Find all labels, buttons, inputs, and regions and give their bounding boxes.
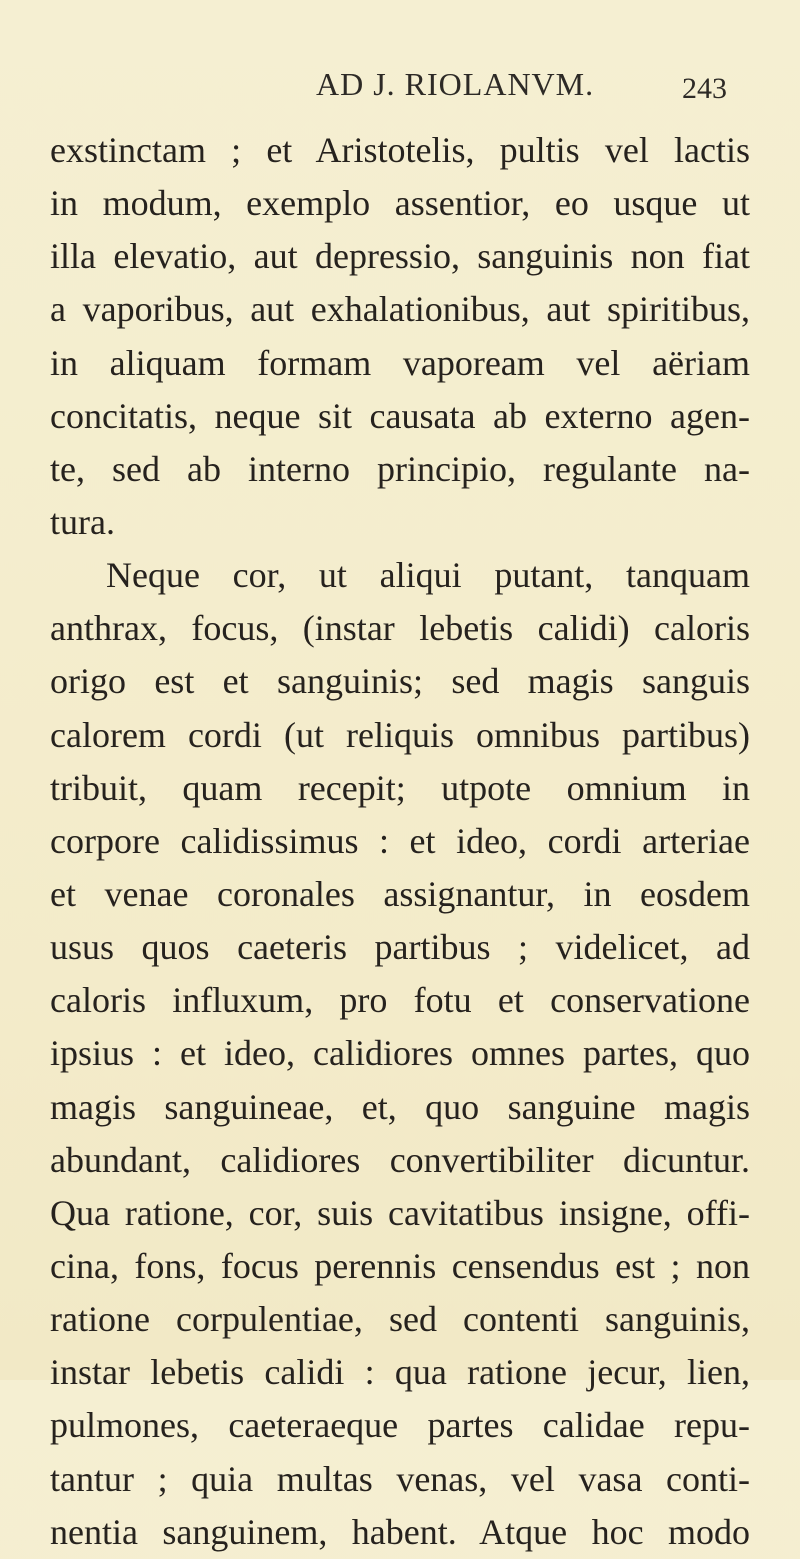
text-line: tribuit, quam recepit; utpote omnium in [50,767,750,808]
text-line: in aliquam formam vapoream vel aëriam [50,342,750,383]
page-number: 243 [682,72,727,105]
text-line: instar lebetis calidi : qua ratione jecur, lien, [50,1352,750,1393]
text-line: calorem cordi (ut reliquis omnibus partibus) [50,714,750,755]
text-line: concitatis, neque sit causata ab externo agen- [50,395,750,436]
running-head: AD J. RIOLANVM. [316,66,595,102]
text-line: ipsius : et ideo, calidiores omnes partes, quo [50,1033,750,1074]
text-line: a vaporibus, aut exhalationibus, aut spiritibus, [50,289,750,330]
text-line: origo est et sanguinis; sed magis sanguis [50,661,750,702]
text-line: et venae coronales assignantur, in eosdem [50,873,750,914]
paragraph-start-line: Neque cor, ut aliqui putant, tanquam [106,555,750,596]
text-line: exstinctam ; et Aristotelis, pultis vel lactis [50,130,750,170]
text-line: in modum, exemplo assentior, eo usque ut [50,183,750,224]
text-line: ratione corpulentiae, sed contenti sanguinis, [50,1299,750,1340]
text-line: magis sanguineae, et, quo sanguine magis [50,1086,750,1127]
text-line: caloris influxum, pro fotu et conservatione [50,980,750,1021]
text-line: te, sed ab interno principio, regulante na- [50,448,750,489]
text-line: cina, fons, focus perennis censendus est ; non [50,1245,750,1286]
body-text [50,124,750,1559]
text-line: corpore calidissimus : et ideo, cordi arteriae [50,820,750,861]
text-line: abundant, calidiores convertibiliter dicuntur. [50,1139,750,1180]
text-line: nentia sanguinem, habent. Atque hoc modo [50,1511,750,1552]
text-line: tantur ; quia multas venas, vel vasa conti- [50,1458,750,1499]
text-line: tura. [50,501,115,542]
text-line: anthrax, focus, (instar lebetis calidi) caloris [50,608,750,649]
text-line: pulmones, caeteraeque partes calidae repu- [50,1405,750,1446]
text-line: usus quos caeteris partibus ; videlicet, ad [50,927,750,968]
text-line: illa elevatio, aut depressio, sanguinis non fiat [50,236,750,277]
text-line: Qua ratione, cor, suis cavitatibus insigne, offi- [50,1192,750,1233]
